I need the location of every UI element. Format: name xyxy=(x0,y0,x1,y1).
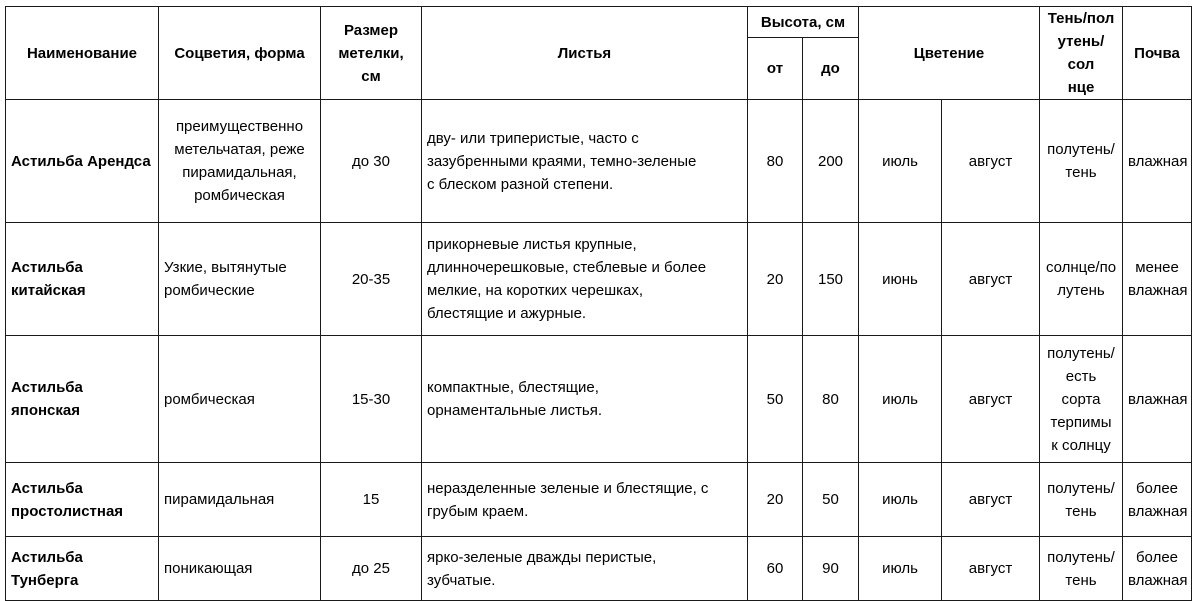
cell-flower-start: июль xyxy=(859,537,942,601)
cell-soil: влажная xyxy=(1123,100,1192,223)
cell-flower-start: июль xyxy=(859,463,942,537)
cell-panicle-size: 15 xyxy=(321,463,422,537)
cell-panicle-size: 20-35 xyxy=(321,223,422,336)
table-row xyxy=(6,223,1192,336)
table-row xyxy=(6,336,1192,463)
cell-height-from: 50 xyxy=(748,336,803,463)
header-panicle-size: Размер метелки, см xyxy=(321,7,422,100)
header-leaves: Листья xyxy=(422,7,748,100)
cell-leaves: компактные, блестящие, орнаментальные листья. xyxy=(422,336,748,463)
cell-flower-end: август xyxy=(942,100,1040,223)
cell-soil: влажная xyxy=(1123,336,1192,463)
header-inflorescence: Соцветия, форма xyxy=(159,7,321,100)
cell-leaves: дву- или триперистые, часто с зазубренными краями, темно-зеленые с блеском разной степени. xyxy=(422,100,748,223)
cell-panicle-size: до 30 xyxy=(321,100,422,223)
cell-inflorescence: поникающая xyxy=(159,537,321,601)
cell-inflorescence: преимущественно метельчатая, реже пирамидальная, ромбическая xyxy=(159,100,321,223)
table-container xyxy=(5,6,1192,601)
cell-soil: менее влажная xyxy=(1123,223,1192,336)
cell-inflorescence: Узкие, вытянутые ромбические xyxy=(159,223,321,336)
cell-height-to: 90 xyxy=(803,537,859,601)
header-light: Тень/пол утень/сол нце xyxy=(1040,7,1123,100)
cell-inflorescence: пирамидальная xyxy=(159,463,321,537)
cell-height-from: 80 xyxy=(748,100,803,223)
cell-leaves: прикорневые листья крупные, длинночерешковые, стеблевые и более мелкие, на коротких черешках, блестящие и ажурные. xyxy=(422,223,748,336)
table-row xyxy=(6,537,1192,601)
cell-soil: более влажная xyxy=(1123,537,1192,601)
cell-height-to: 200 xyxy=(803,100,859,223)
cell-light: полутень/ есть сорта терпимы к солнцу xyxy=(1040,336,1123,463)
header-soil: Почва xyxy=(1123,7,1192,100)
cell-panicle-size: 15-30 xyxy=(321,336,422,463)
table-row xyxy=(6,463,1192,537)
cell-flower-end: август xyxy=(942,223,1040,336)
cell-light: полутень/ тень xyxy=(1040,463,1123,537)
cell-leaves: ярко-зеленые дважды перистые, зубчатые. xyxy=(422,537,748,601)
cell-flower-start: июль xyxy=(859,336,942,463)
cell-light: полутень/ тень xyxy=(1040,537,1123,601)
cell-height-to: 80 xyxy=(803,336,859,463)
cell-inflorescence: ромбическая xyxy=(159,336,321,463)
table-row xyxy=(6,100,1192,223)
cell-light: полутень/ тень xyxy=(1040,100,1123,223)
header-row-1 xyxy=(6,7,1192,38)
header-height-to: до xyxy=(803,38,859,100)
cell-name: Астильба Арендса xyxy=(6,100,159,223)
cell-height-to: 150 xyxy=(803,223,859,336)
cell-leaves: неразделенные зеленые и блестящие, с грубым краем. xyxy=(422,463,748,537)
cell-panicle-size: до 25 xyxy=(321,537,422,601)
cell-flower-end: август xyxy=(942,537,1040,601)
header-height-from: от xyxy=(748,38,803,100)
cell-name: Астильба японская xyxy=(6,336,159,463)
cell-height-from: 20 xyxy=(748,463,803,537)
cell-name: Астильба простолистная xyxy=(6,463,159,537)
cell-flower-start: июнь xyxy=(859,223,942,336)
cell-flower-end: август xyxy=(942,336,1040,463)
header-height: Высота, см xyxy=(748,7,859,38)
cell-light: солнце/по лутень xyxy=(1040,223,1123,336)
cell-name: Астильба Тунберга xyxy=(6,537,159,601)
cell-flower-end: август xyxy=(942,463,1040,537)
header-name: Наименование xyxy=(6,7,159,100)
cell-height-to: 50 xyxy=(803,463,859,537)
cell-height-from: 60 xyxy=(748,537,803,601)
cell-flower-start: июль xyxy=(859,100,942,223)
header-flowering: Цветение xyxy=(859,7,1040,100)
astilbe-table xyxy=(5,6,1192,601)
cell-soil: более влажная xyxy=(1123,463,1192,537)
cell-height-from: 20 xyxy=(748,223,803,336)
cell-name: Астильба китайская xyxy=(6,223,159,336)
